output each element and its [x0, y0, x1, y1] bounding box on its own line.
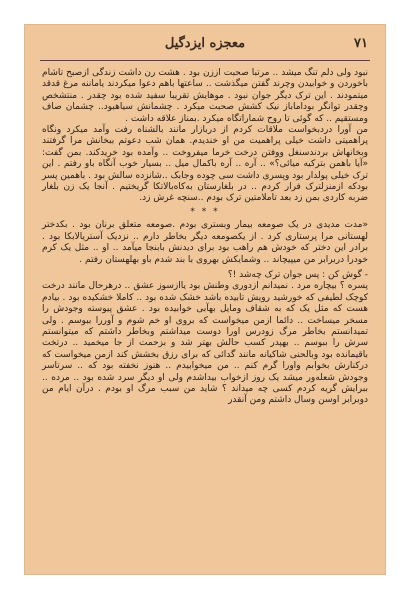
paragraph-5: پسره ؟ بیچاره مرد . نمیدانم ازدوری وطنش بود یاازسوز عشق .. درهرحال مانند درخت کوچک لطیفی که خورشید رویش تابیده باشد خشک شده بود .. کاملا خشکیده بود . بیادم هست که مثل یک که به شقاف ومایل بهآبی خوابیده بود . عشق پیوسته وجودش را مسخر میساخت .. دائما ازمن میخواست که بروی او خم شوم و آوررا ببوسم . ولی تمیدانستم بخاطر مرگ زودرس اورا دوست میداشتم وبخاطر داشتم که میتوانستم سرش را ببوسم .. بهپدر کسب حالش بهتر شد و بزحمت از جا میخمید .. درتخت باقیمانده بود وبالحنی شاکیانه مانند گدائی که برای رزق بخشش کند ازمن میخواست که درکنارش بخوابم واورا گرم کنم .. من میخوابیدم .. هنوز نخفته بود که .. سرتاسر وجودش شعله‌ور میشد یک روز ازخواب بیداشدم ولی او دیگر سرد شده بود .. مرده .. ببرایش گریه کردم کسی چه میداند ؟ شاید من سبب مرگ او بودم . درآن ایام من دوبرابر اوسن وسال داشتم ومن آنقدر — [42, 281, 368, 406]
page-body — [42, 68, 368, 551]
section-break-ornament: * * * — [190, 206, 220, 217]
book-page — [24, 24, 386, 575]
paragraph-2: من آورا دردبخواست ملاقات کردم از دربازار مانند بالشناه رفت وآمد میکرد ونگاه پراهمیتی داشت خیلی پراهمیت من او خندیدم. همان شب دعوتم ببخانش مرا گرفتند وبخانهاش بردندسنغل ووفتن درخت خرما میفروخت .. وآمده بود خریدکند. بمن گفت: «آیا باهمن بترکیه میائی؟» .. آره .. آره باکمال میل .. بسیار خوب آنگاه باو رفتم . این ترک خیلی پولدار بود وپسری داشت سی چوده وجابک ..شانزده سالش بود . باهمین پسر بودکه ازمنزلترک فرار کردم .. در بلغارستان به‌کاه‌بالاتکا گریختیم . آنجا یک زن بلغار ضربه کاردی بمن زد بعد تاملامتین ترک بودم ..سنچه غرش زد. — [42, 125, 368, 204]
paragraph-3: «مدت مدیدی در یک صومعه بیمار وبستری بودم .صومعه متعلق برنان بود . بکدختر لهستانی مرا پرستاری کرد . از یکصومعه دیگر بخاطر دارم .. نزدیک آستریالابکا بود . برادر این دختر که خودش هم راهب بود برای دیدنش بابنجا میآمد .. او .. مثل یک کرم خودرا دربرابر من میپیچاند .. وشمایکش بهروی با بند شدم باو بهلهستان رفتم . — [42, 220, 368, 265]
page-header — [42, 34, 368, 58]
header-rule — [40, 60, 370, 61]
paragraph-1: نبود ولی دلم تنگ میشد .. مرتبا صحبت اززن بود . هشت رن داشت زندگی ازصبح تاشام باخوردن و خوابیدن وچرند گفتن میگذشت .. ساعتها باهم دعوا میکردند یاماننه مرغ قدقد میتمودند . این ترک دیگر جوان نبود . موهایش تقریبا سفید شده بود چقدر . منتشخص وچقدر توانگر بوداماباز نیک کشش صحبت میکرد . چشمانش سیاهبود.. چشمان صاف ومستقیم .. که گوئی تا روح شماراتگاه میکرد .بمناز علاقه داشت . — [42, 68, 368, 124]
chapter-title: معجزه ایزدگیل — [164, 36, 246, 51]
paragraph-4: - گوش کن : پس جوان ترک چه‌شد !؟ — [227, 269, 368, 280]
page-number: ٧١ — [354, 36, 368, 51]
